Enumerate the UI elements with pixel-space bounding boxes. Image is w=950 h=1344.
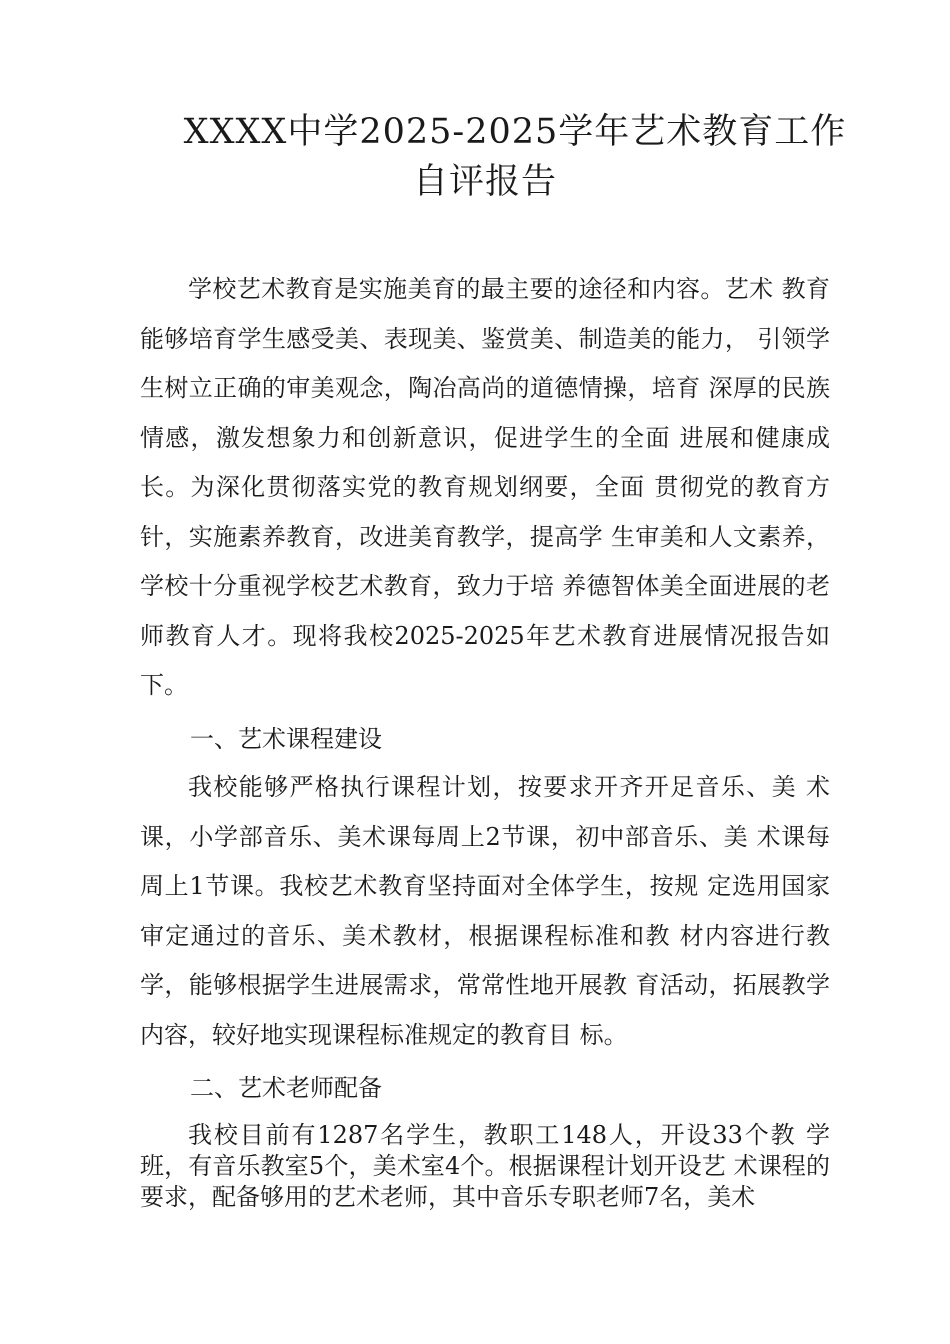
document-title-line1: XXXX中学2025-2025学年艺术教育工作 xyxy=(183,112,847,152)
section-heading-curriculum: 一、艺术课程建设 xyxy=(190,725,382,753)
paragraph-teachers: 我校目前有1287名学生，教职工148人，开设33个教 学班，有音乐教室5个，美术室4个。根据课程计划开设艺 术课程的要求，配备够用的艺术老师，其中音乐专职老师7名，美术 xyxy=(140,1121,830,1211)
paragraph-curriculum: 我校能够严格执行课程计划，按要求开齐开足音乐、美 术课，小学部音乐、美术课每周上2节课，初中部音乐、美 术课每周上1节课。我校艺术教育坚持面对全体学生，按规 定选用国家审定通过的音乐、美术教材，根据课程标准和教 材内容进行教学，能够根据学生进展需求，常常性地开展教 育活动，拓展教学内容，较好地实现课程标准规定的教育目 标。 xyxy=(140,773,830,1049)
section-heading-teachers: 二、艺术老师配备 xyxy=(190,1074,382,1102)
document-title-line2: 自评报告 xyxy=(412,162,557,202)
paragraph-intro: 学校艺术教育是实施美育的最主要的途径和内容。艺术 教育能够培育学生感受美、表现美、鉴赏美、制造美的能力， 引领学生树立正确的审美观念，陶冶高尚的道德情操，培育 深厚的民族情感，激发想象力和创新意识，促进学生的全面 进展和健康成长。为深化贯彻落实党的教育规划纲要，全面 贯彻党的教育方针，实施素养教育，改进美育教学，提高学 生审美和人文素养，学校十分重视学校艺术教育，致力于培 养德智体美全面进展的老师教育人才。现将我校2025-2025年艺术教育进展情况报告如下。 xyxy=(140,275,830,699)
